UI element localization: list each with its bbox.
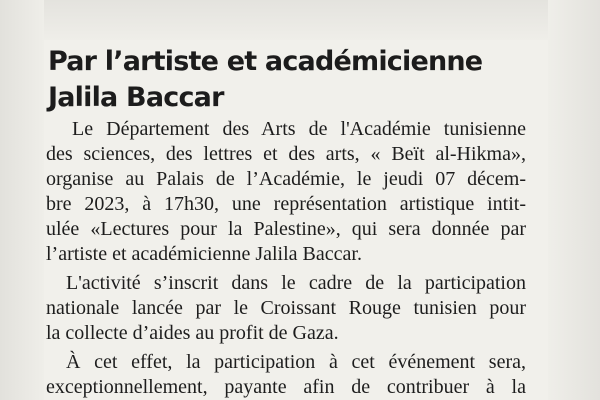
paragraph-participation xyxy=(46,350,526,400)
text-line: À cet effet, la participation à cet événement sera, xyxy=(66,351,526,373)
paragraph-announcement xyxy=(46,117,526,267)
text-line: exceptionnellement, payante afin de contribuer à la xyxy=(46,376,526,398)
article-headline xyxy=(48,44,518,116)
text-line: bre 2023, à 17h30, une représentation artistique intit- xyxy=(46,193,526,215)
text-line: Le Département des Arts de l'Académie tunisienne xyxy=(72,118,526,140)
text-line: nationale lancée par le Croissant Rouge tunisien pour xyxy=(46,297,526,319)
text-line: ulée «Lectures pour la Palestine», qui sera donnée par xyxy=(46,218,526,240)
left-margin-shadow xyxy=(0,0,44,400)
article-body xyxy=(46,117,526,400)
text-line: l’artiste et académicienne Jalila Baccar. xyxy=(46,243,362,265)
text-line: la collecte d’aides au profit de Gaza. xyxy=(46,322,339,344)
right-margin-shadow xyxy=(548,0,600,400)
paragraph-context xyxy=(46,271,526,346)
text-line: des sciences, des lettres et des arts, « Beït al-Hikma», xyxy=(46,143,526,165)
page-top-edge xyxy=(0,0,600,40)
headline-line: Par l’artiste et académicienne xyxy=(48,46,483,77)
text-line: organise au Palais de l’Académie, le jeudi 07 décem- xyxy=(46,168,526,190)
text-line: L'activité s’inscrit dans le cadre de la participation xyxy=(66,272,526,294)
headline-line: Jalila Baccar xyxy=(48,82,224,113)
